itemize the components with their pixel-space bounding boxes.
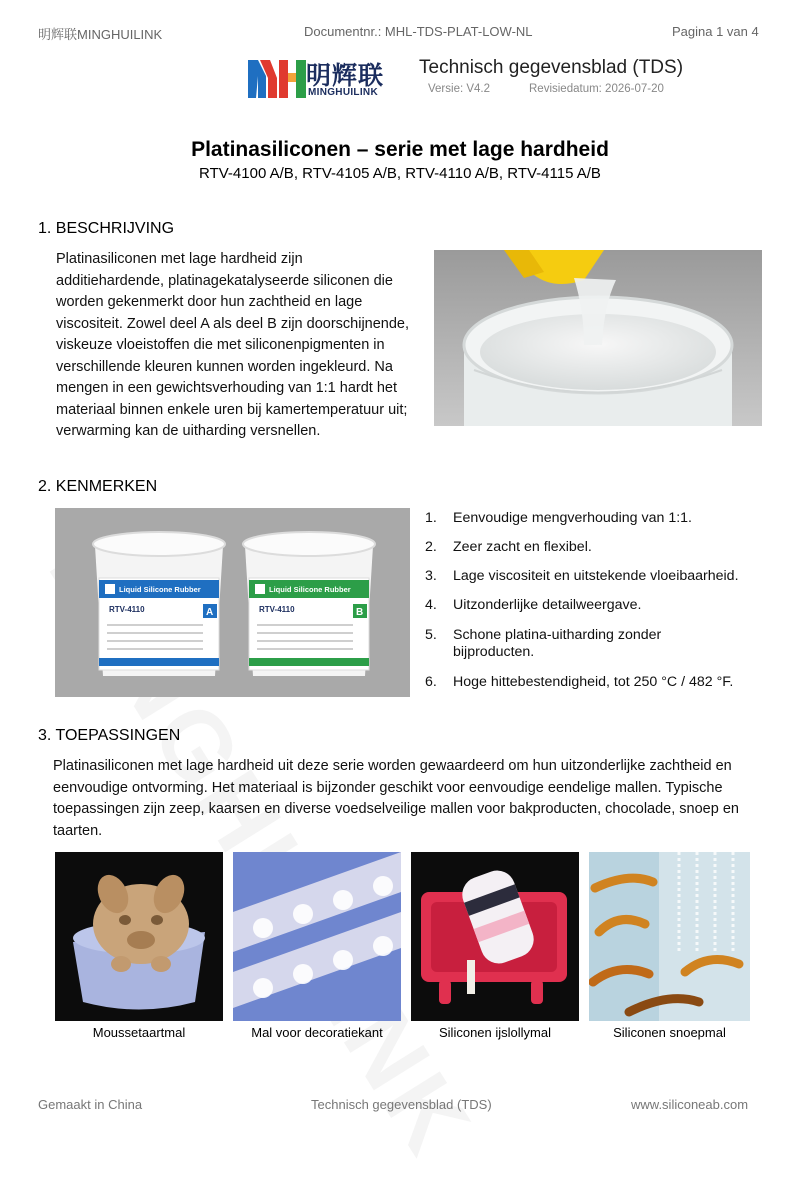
paragraph-line: viskeuze vloeistoffen die met siliconenpigmenten in [56, 337, 385, 353]
paragraph-line: toepassingen zijn zeep, kaarsen en diverse voedselveilige mallen voor bakproducten, chocolade, snoep en [53, 801, 739, 817]
bucket-a-part: A [206, 607, 214, 618]
tds-title: Technisch gegevensblad (TDS) [419, 57, 684, 78]
section-2-heading: 2. KENMERKEN [38, 478, 158, 495]
tds-version: Versie: V4.2 [428, 83, 491, 95]
tds-revision-date: Revisiedatum: 2026-07-20 [529, 83, 664, 95]
paragraph-line: Platinasiliconen met lage hardheid uit deze serie worden gewaardeerd om hun uitzonderlijke zachtheid en [53, 758, 732, 774]
lace-decoration-mold-photo [233, 852, 401, 1021]
bucket-b-part: B [356, 607, 364, 618]
bucket-a-brand: Liquid Silicone Rubber [119, 585, 201, 594]
paragraph-line: verwarming kan de uitharding versnellen. [56, 423, 321, 439]
section-1-paragraph [56, 249, 428, 443]
section-3-heading: 3. TOEPASSINGEN [38, 727, 181, 744]
bucket-a-model: RTV-4110 [109, 605, 145, 614]
company-logo-icon [246, 56, 308, 100]
section-1-heading: 1. BESCHRIJVING [38, 220, 175, 237]
logo-chinese-text: 明辉联 [306, 61, 385, 90]
mousse-cake-mold-photo [55, 852, 223, 1021]
feature-text: Zeer zacht en flexibel. [453, 539, 592, 555]
paragraph-line: materiaal binnen enkele uren bij kamertemperatuur uit; [56, 401, 408, 418]
caption-popsicle-mold: Siliconen ijslollymal [439, 1025, 551, 1040]
feature-text: Uitzonderlijke detailweergave. [453, 597, 642, 613]
feature-number: 5. [425, 627, 437, 643]
document-subtitle: RTV-4100 A/B, RTV-4105 A/B, RTV-4110 A/B, RTV-4115 A/B [199, 165, 601, 182]
caption-candy-mold: Siliconen snoepmal [613, 1025, 726, 1040]
bucket-b-model: RTV-4110 [259, 605, 295, 614]
paragraph-line: worden gekenmerkt door hun zachtheid en lage [56, 294, 363, 310]
feature-number: 2. [425, 539, 437, 555]
paragraph-line: verschillende kleuren kunnen worden ingekleurd. Na [56, 358, 393, 375]
product-buckets-photo [55, 508, 410, 697]
section-3-paragraph [53, 756, 773, 842]
paragraph-line: viscositeit. Zowel deel A als deel B zijn doorschijnende, [56, 315, 410, 332]
silicone-pour-photo [434, 250, 762, 426]
feature-text: Lage viscositeit en uitstekende vloeibaarheid. [453, 568, 739, 584]
paragraph-line: additiehardende, platinagekatalyseerde siliconen die [56, 272, 393, 289]
caption-mousse-mold: Moussetaartmal [92, 1025, 186, 1040]
header-page-number: Pagina 1 van 4 [672, 24, 759, 39]
header-company: 明辉联MINGHUILINK [38, 27, 163, 42]
footer-origin: Gemaakt in China [38, 1097, 143, 1112]
feature-number: 1. [425, 510, 437, 526]
candy-mold-photo [589, 852, 750, 1021]
feature-text: bijproducten. [453, 644, 535, 660]
logo-english-text: MINGHUILINK [308, 87, 378, 98]
feature-text: Schone platina-uitharding zonder [453, 627, 662, 643]
feature-text: Eenvoudige mengverhouding van 1:1. [453, 510, 692, 526]
feature-text: Hoge hittebestendigheid, tot 250 °C / 482 °F. [453, 674, 734, 690]
popsicle-mold-photo [411, 852, 579, 1021]
paragraph-line: Platinasiliconen met lage hardheid zijn [56, 251, 303, 267]
bucket-b-brand: Liquid Silicone Rubber [269, 585, 351, 594]
feature-number: 6. [425, 674, 437, 690]
feature-number: 4. [425, 597, 437, 613]
document-title: Platinasiliconen – serie met lage hardheid [191, 138, 609, 161]
footer-website-link[interactable]: www.siliconeab.com [631, 1097, 749, 1112]
caption-lace-mold: Mal voor decoratiekant [251, 1025, 383, 1040]
paragraph-line: taarten. [53, 822, 103, 839]
feature-number: 3. [425, 568, 437, 584]
footer-doc-type: Technisch gegevensblad (TDS) [311, 1097, 492, 1112]
header-doc-number: Documentnr.: MHL-TDS-PLAT-LOW-NL [304, 24, 533, 39]
paragraph-line: eenvoudige ontvorming. Het materiaal is bijzonder geschikt voor eenvoudige eendelige mallen. Typische [53, 779, 723, 796]
paragraph-line: mengen in een gewichtsverhouding van 1:1 hardt het [56, 380, 397, 396]
